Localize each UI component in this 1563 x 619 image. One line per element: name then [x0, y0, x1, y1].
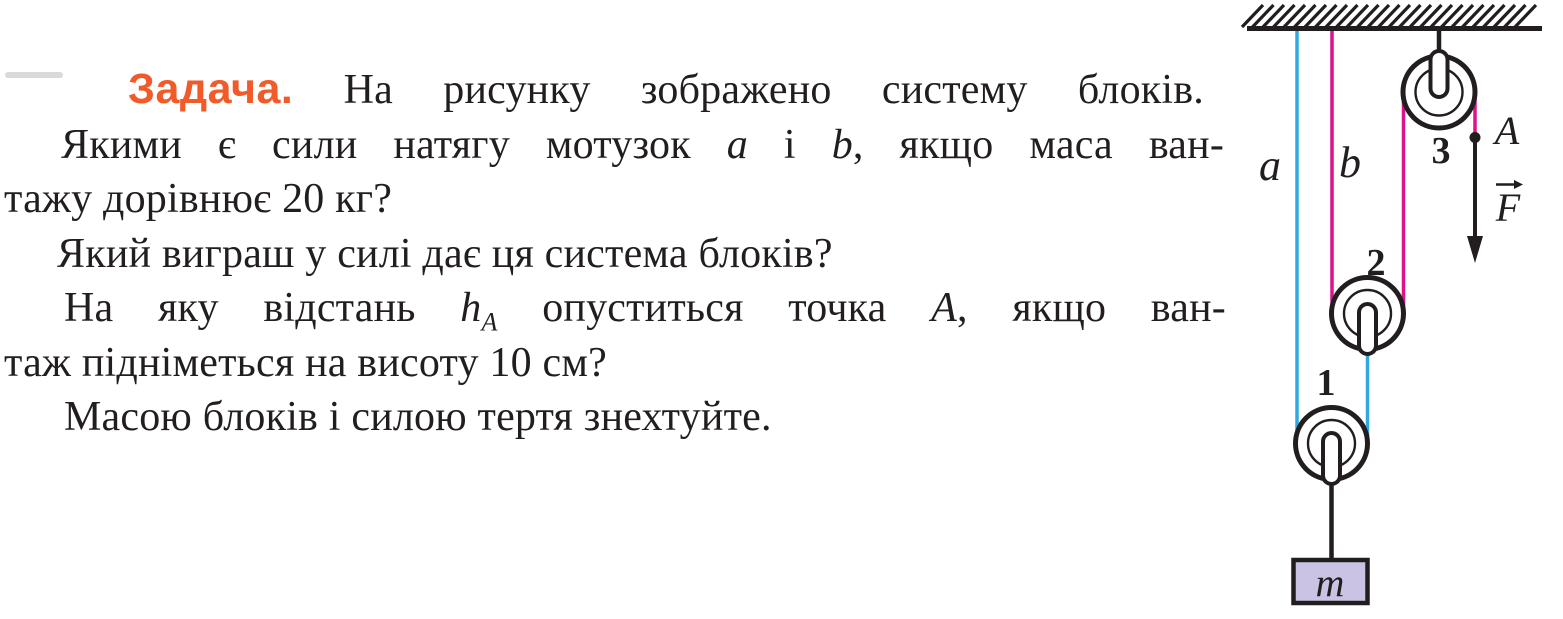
ceiling-hatch-stroke [1316, 5, 1337, 27]
pulley-2-axle-bracket [1359, 304, 1376, 354]
pulley-1-label: 1 [1316, 362, 1336, 404]
ceiling-hatch-stroke [1410, 5, 1431, 27]
rope-b-ref: b [831, 121, 853, 168]
pulley-figure [1230, 0, 1563, 619]
ceiling-hatch [1242, 5, 1536, 27]
ceiling-hatch-stroke [1473, 5, 1494, 27]
problem-line-6: таж підніметься на висоту 10 см? [4, 339, 607, 386]
problem-line-7: Масою блоків і силою тертя знехтуйте. [64, 394, 772, 440]
ceiling-hatch-stroke [1505, 5, 1526, 27]
line-5-text: На яку відстань [64, 285, 461, 331]
ceiling-hatch-stroke [1442, 5, 1463, 27]
ceiling-hatch-stroke [1421, 5, 1442, 27]
ceiling-hatch-stroke [1484, 5, 1505, 27]
ceiling-hatch-stroke [1305, 5, 1326, 27]
problem-line-4: Який виграш у силі дає ця система блоків? [57, 230, 833, 277]
line-2-text: Якими є сили натягу мотузок [61, 121, 727, 168]
ceiling-hatch-stroke [1452, 5, 1473, 27]
ceiling-hatch-stroke [1494, 5, 1515, 27]
ceiling-hatch-stroke [1337, 5, 1358, 27]
pulley-3 [1403, 51, 1475, 128]
ceiling-hatch-stroke [1295, 5, 1316, 27]
h-symbol: h [460, 285, 482, 331]
problem-line-3: тажу дорівнює 20 кг? [4, 176, 393, 222]
pulley-2-label: 2 [1366, 242, 1386, 284]
ceiling-hatch-stroke [1379, 5, 1400, 27]
ceiling-hatch-stroke [1263, 5, 1284, 27]
point-a-dot [1470, 132, 1481, 143]
ceiling-hatch-stroke [1515, 5, 1536, 27]
force-label: F [1495, 185, 1521, 230]
ceiling-hatch-stroke [1326, 5, 1347, 27]
line-2-text: і [747, 121, 832, 168]
pulley-2 [1332, 278, 1404, 355]
ceiling-hatch-stroke [1368, 5, 1389, 27]
ceiling-hatch-stroke [1242, 5, 1263, 27]
pulley-1-axle-bracket [1323, 433, 1340, 484]
problem-line-2 [61, 118, 1224, 173]
ceiling-hatch-stroke [1284, 5, 1305, 27]
problem-line-1 [128, 62, 1204, 118]
ceiling-hatch-stroke [1463, 5, 1484, 27]
force-arrowhead [1467, 236, 1483, 263]
mass-label: m [1315, 560, 1345, 605]
ceiling-hatch-stroke [1389, 5, 1410, 27]
line-1-text: На рисунку зображено систему блоків. [293, 67, 1204, 113]
ceiling-hatch-stroke [1253, 5, 1274, 27]
line-5-text: , якщо ван- [956, 285, 1226, 331]
problem-label: Задача. [128, 65, 294, 113]
figure-structure [1242, 5, 1542, 603]
ceiling-hatch-stroke [1400, 5, 1421, 27]
problem-text [4, 62, 1234, 445]
h-subscript: A [481, 307, 498, 337]
line-2-text: , якщо маса ван- [852, 121, 1224, 168]
rope-a-ref: a [726, 121, 748, 168]
point-a-label: A [1494, 108, 1520, 153]
pulley-3-axle-bracket [1431, 51, 1448, 97]
ceiling-hatch-stroke [1347, 5, 1368, 27]
pulley-3-label: 3 [1431, 130, 1451, 172]
rope-a-label: a [1259, 141, 1281, 190]
ceiling-hatch-stroke [1274, 5, 1295, 27]
ceiling-hatch-stroke [1431, 5, 1452, 27]
ceiling-hatch-stroke [1358, 5, 1379, 27]
pulley-1 [1296, 408, 1368, 485]
rope-b-label: b [1339, 138, 1361, 187]
problem-line-5 [64, 281, 1226, 336]
point-a-ref: A [931, 285, 957, 331]
line-5-text: опуститься точка [497, 285, 932, 331]
